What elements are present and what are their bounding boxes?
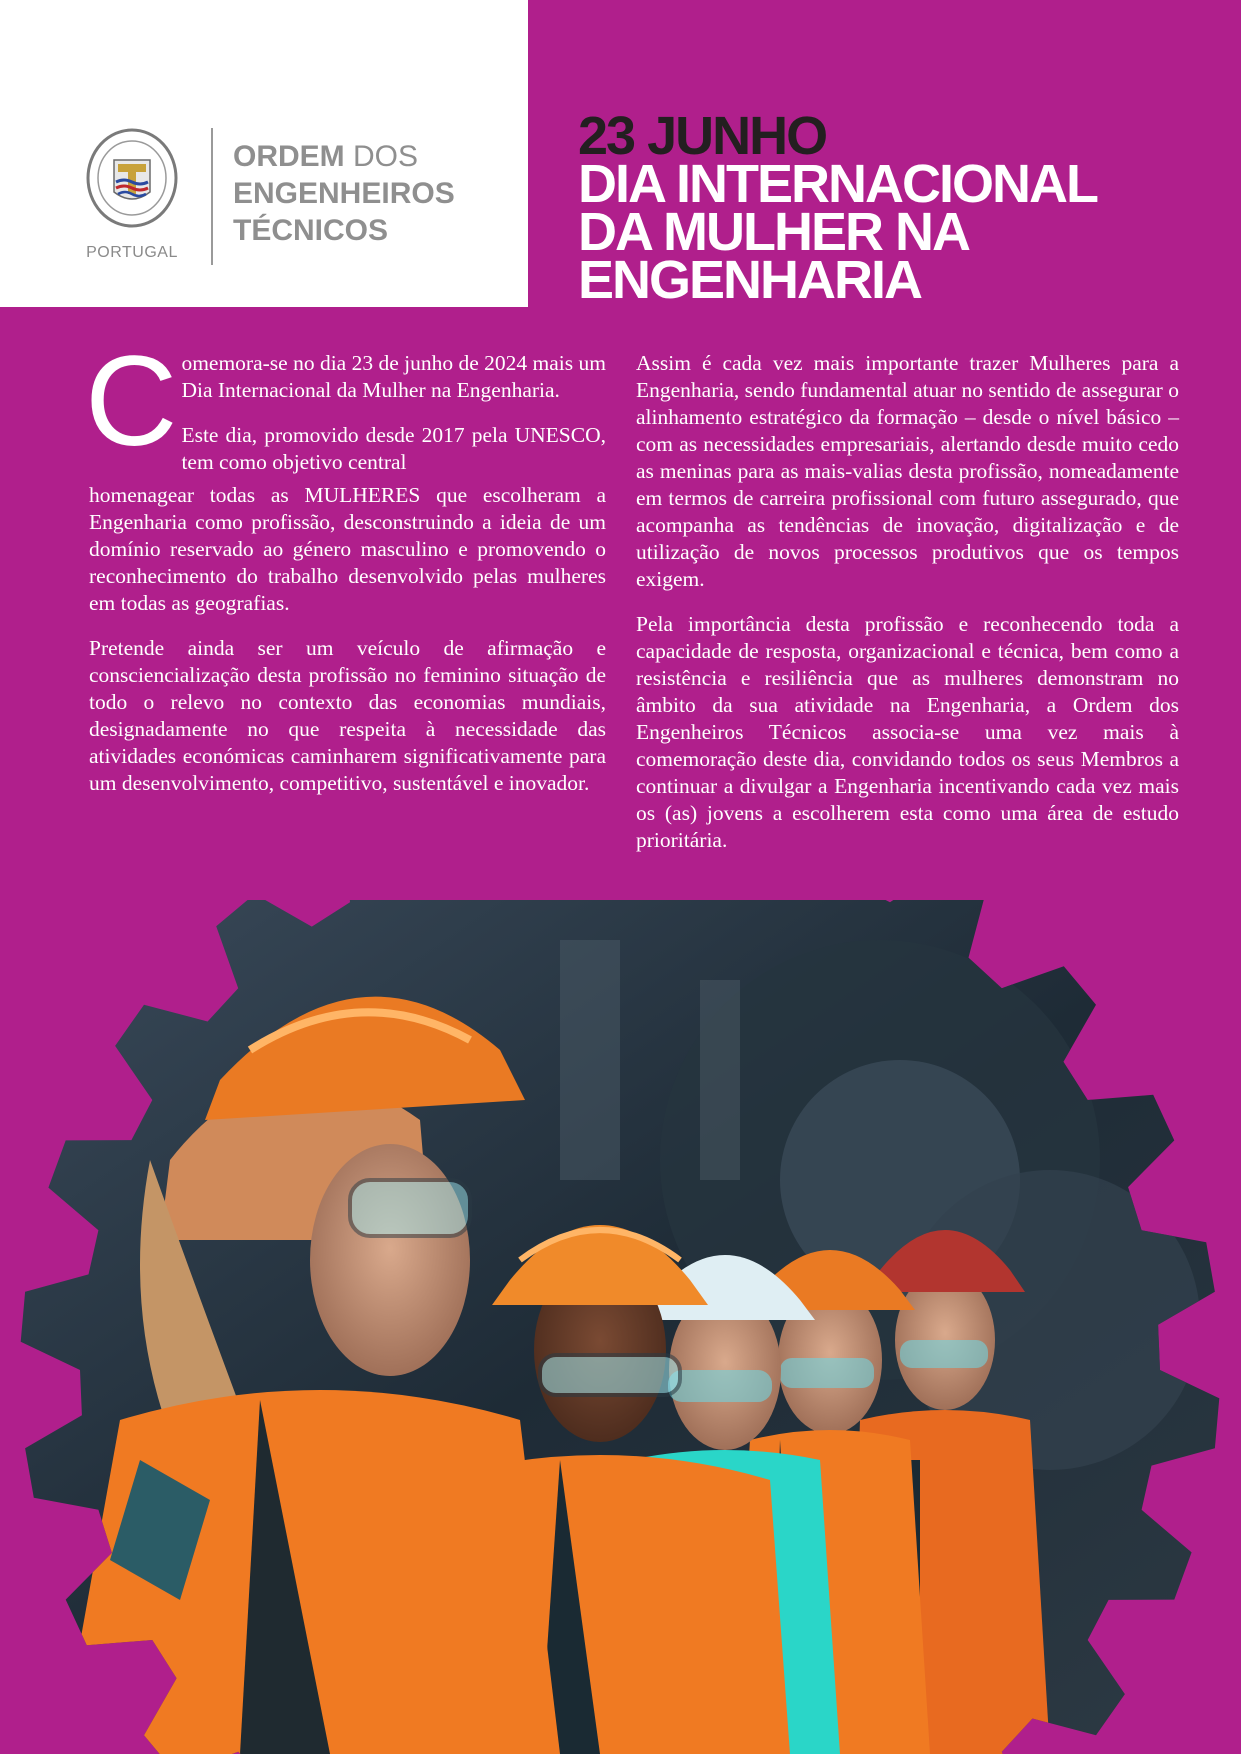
paragraph-2-intro: Este dia, promovido desde 2017 pela UNESCO, tem como objetivo central — [181, 423, 606, 474]
header-logo-panel — [0, 0, 528, 307]
text-column-right — [636, 350, 1179, 872]
org-name-line-2: ENGENHEIROS — [233, 177, 455, 210]
org-name-line-3: TÉCNICOS — [233, 214, 389, 247]
org-name-light: DOS — [344, 140, 419, 173]
drop-cap: C — [85, 330, 178, 473]
paragraph-2-text: homenagear todas as MULHERES que escolheram a Engenharia como profissão, desconstruindo a ideia de um domínio reservado ao género masculino e promovendo o reconhecimento do trabalho desenvolvido pelas mulheres em todas as geografias. — [89, 483, 606, 615]
title-line-2: DA MULHER NA — [578, 202, 969, 262]
title-line-1: DIA INTERNACIONAL — [578, 154, 1097, 214]
paragraph-5: Pela importância desta profissão e reconhecendo toda a capacidade de resposta, organizacional e técnica, bem como a resistência e resiliência que as mulheres demonstram no âmbito da sua atividade na Engenharia, a Ordem dos Engenheiros Técnicos associa-se uma vez mais à comemoração deste dia, convidando todos os seus Membros a continuar a divulgar a Engenharia incentivando cada vez mais os (as) jovens a escolherem esta como uma área de estudo prioritária. — [636, 612, 1179, 852]
women-engineers-gear-photo — [0, 900, 1241, 1754]
gear-photo-content — [0, 900, 1241, 1754]
title-date: 23 JUNHO — [578, 106, 827, 166]
oet-seal-logo — [84, 126, 180, 230]
page-title — [578, 106, 1097, 310]
country-label: PORTUGAL — [86, 244, 178, 261]
text-column-left — [85, 330, 606, 815]
paragraph-4: Assim é cada vez mais importante trazer Mulheres para a Engenharia, sendo fundamental atuar no sentido de assegurar o alinhamento estratégico da formação – desde o nível básico – com as necessidades empresariais, alertando desde muito cedo as meninas para as mais-valias desta profissão, nomeadamente em termos de carreira profissional com futuro assegurado, que acompanha as tendências de inovação, digitalização e de utilização de novos processos produtivos que os tempos exigem. — [636, 351, 1179, 591]
organization-name — [233, 138, 455, 249]
logo-divider — [211, 128, 213, 265]
paragraph-3: Pretende ainda ser um veículo de afirmação e consciencialização desta profissão no feminino situação de todo o relevo no contexto das economias mundiais, designadamente no que respeita à necessidade das atividades económicas caminharem significativamente para um desenvolvimento, competitivo, sustentável e inovador. — [89, 636, 606, 795]
title-line-3: ENGENHARIA — [578, 250, 922, 310]
paragraph-1-text: omemora-se no dia 23 de junho de 2024 mais um Dia Internacional da Mulher na Engenharia. — [181, 351, 606, 402]
org-name-bold: ORDEM — [233, 140, 345, 173]
